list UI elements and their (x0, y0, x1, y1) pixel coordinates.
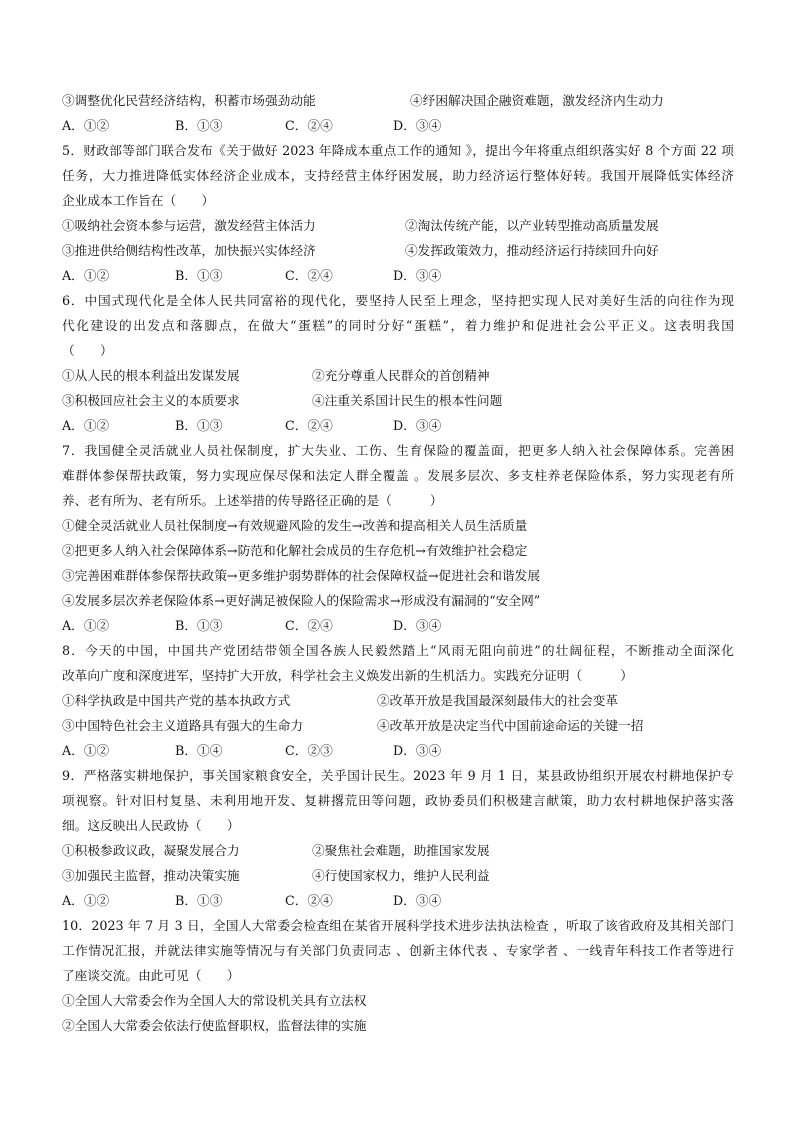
q10-stem-line-1: 10．2023 年 7 月 3 日，全国人大常委会检查组在某省开展科学技术进步法执法检查 ，听取了该省政府及其相关部门 (62, 918, 734, 933)
q4-choice-a: A．①② (62, 118, 110, 133)
q9-option-1: ①积极参政议政，凝聚发展合力 (62, 843, 240, 858)
q9-choice-a: A．①② (62, 893, 110, 908)
q5-stem-line-2: 任务，大力推进降低实体经济企业成本，支持经营主体纾困发展，助力经济运行整体好转。我国开展降低实体经济 (62, 168, 734, 183)
q9-choice-b: B．①③ (175, 893, 223, 908)
q6-option-2: ②充分尊重人民群众的首创精神 (312, 368, 490, 383)
q4-option-3: ③调整优化民营经济结构，积蓄市场强劲动能 (62, 93, 316, 108)
q9-options-row-2 (62, 863, 734, 888)
q10-stem-line-3: 了座谈交流。由此可见（ ） (62, 968, 240, 983)
q5-options-row-1 (62, 213, 734, 238)
q7-choice-a: A．①② (62, 618, 110, 633)
q5-option-2: ②淘汰传统产能，以产业转型推动高质量发展 (405, 218, 659, 233)
q6-options-row-1 (62, 363, 734, 388)
q6-choice-c: C．②④ (285, 418, 333, 433)
q8-stem-line-2: 改革向广度和深度进军，坚持扩大开放，科学社会主义焕发出新的生机活力。实践充分证明（ ） (62, 668, 633, 683)
q8-choice-a: A．①② (62, 743, 110, 758)
q4-options-row-2 (62, 88, 734, 113)
q7-option-1: ①健全灵活就业人员社保制度→有效规避风险的发生→改善和提高相关人员生活质量 (62, 518, 528, 533)
q9-choice-d: D．③④ (393, 893, 442, 908)
q7-option-3: ③完善困难群体参保帮扶政策→更多维护弱势群体的社会保障权益→促进社会和谐发展 (62, 568, 541, 583)
exam-page (62, 88, 734, 1038)
q6-choice-a: A．①② (62, 418, 110, 433)
q5-option-3: ③推进供给侧结构性改革，加快振兴实体经济 (62, 243, 316, 258)
q5-options-row-2 (62, 238, 734, 263)
q8-options-row-1 (62, 688, 734, 713)
q9-options-row-1 (62, 838, 734, 863)
q6-stem-line-3: （ ） (62, 343, 113, 358)
q5-choice-c: C．②④ (285, 268, 333, 283)
q8-options-row-2 (62, 713, 734, 738)
q7-stem-line-2: 难群体参保帮扶政策，努力实现应保尽保和法定人群全覆盖 。发展多层次、多支柱养老保险体系，努力实现老有所 (62, 468, 734, 483)
q7-answer-choices (62, 613, 734, 638)
q5-stem-line-3: 企业成本工作旨在（ ） (62, 193, 215, 208)
q10-option-1: ①全国人大常委会作为全国人大的常设机关具有立法权 (62, 993, 367, 1008)
q9-answer-choices (62, 888, 734, 913)
q7-stem-line-3: 养、老有所为、老有所乐。上述举措的传导路径正确的是（ ） (62, 493, 443, 508)
q5-choice-a: A．①② (62, 268, 110, 283)
q8-option-3: ③中国特色社会主义道路具有强大的生命力 (62, 718, 304, 733)
q7-stem-line-1: 7．我国健全灵活就业人员社保制度，扩大失业、工伤、生育保险的覆盖面，把更多人纳入社会保障体系。完善困 (62, 443, 734, 458)
q9-stem-line-1: 9．严格落实耕地保护，事关国家粮食安全，关乎国计民生。2023 年 9 月 1 日，某县政协组织开展农村耕地保护专 (62, 768, 734, 783)
q4-option-4: ④纾困解决国企融资难题，激发经济内生动力 (410, 93, 664, 108)
q8-choice-d: D．③④ (393, 743, 442, 758)
q9-option-2: ②聚焦社会难题，助推国家发展 (312, 843, 490, 858)
q8-choice-b: B．①④ (175, 743, 223, 758)
q5-option-1: ①吸纳社会资本参与运营，激发经营主体活力 (62, 218, 316, 233)
q5-answer-choices (62, 263, 734, 288)
q6-stem-line-2: 代化建设的出发点和落脚点，在做大“蛋糕”的同时分好“蛋糕”，着力维护和促进社会公平正义。这表明我国 (62, 318, 734, 333)
q8-choice-c: C．②③ (285, 743, 333, 758)
q8-option-1: ①科学执政是中国共产党的基本执政方式 (62, 693, 291, 708)
q6-choice-b: B．①③ (175, 418, 223, 433)
q5-choice-b: B．①③ (175, 268, 223, 283)
q10-option-2: ②全国人大常委会依法行使监督职权，监督法律的实施 (62, 1018, 367, 1033)
q7-option-2: ②把更多人纳入社会保障体系→防范和化解社会成员的生存危机→有效维护社会稳定 (62, 543, 528, 558)
q4-answer-choices (62, 113, 734, 138)
q5-choice-d: D．③④ (393, 268, 442, 283)
q5-option-4: ④发挥政策效力，推动经济运行持续回升向好 (405, 243, 659, 258)
q5-stem-line-1: 5．财政部等部门联合发布《关于做好 2023 年降成本重点工作的通知 》，提出今年将重点组织落实好 8 个方面 22 项 (62, 143, 734, 158)
q6-option-1: ①从人民的根本利益出发谋发展 (62, 368, 240, 383)
q6-options-row-2 (62, 388, 734, 413)
q9-option-4: ④行使国家权力，维护人民利益 (312, 868, 490, 883)
q8-option-4: ④改革开放是决定当代中国前途命运的关键一招 (377, 718, 644, 733)
q6-option-3: ③积极回应社会主义的本质要求 (62, 393, 240, 408)
q7-option-4: ④发展多层次养老保险体系→更好满足被保险人的保险需求→形成没有漏洞的“安全网” (62, 593, 541, 608)
q8-answer-choices (62, 738, 734, 763)
q10-stem-line-2: 工作情况汇报，并就法律实施等情况与有关部门负责同志 、创新主体代表 、专家学者 、一线青年科技工作者等进行 (62, 943, 734, 958)
q7-choice-d: D．③④ (393, 618, 442, 633)
q4-choice-d: D．③④ (393, 118, 442, 133)
q9-choice-c: C．②④ (285, 893, 333, 908)
q4-choice-b: B．①③ (175, 118, 223, 133)
q7-choice-c: C．②④ (285, 618, 333, 633)
q4-choice-c: C．②④ (285, 118, 333, 133)
q7-choice-b: B．①③ (175, 618, 223, 633)
q8-option-2: ②改革开放是我国最深刻最伟大的社会变革 (377, 693, 619, 708)
q6-option-4: ④注重关系国计民生的根本性问题 (312, 393, 503, 408)
q6-choice-d: D．③④ (393, 418, 442, 433)
q9-option-3: ③加强民主监督，推动决策实施 (62, 868, 240, 883)
q6-stem-line-1: 6．中国式现代化是全体人民共同富裕的现代化，要坚持人民至上理念，坚持把实现人民对美好生活的向往作为现 (62, 293, 734, 308)
q9-stem-line-2: 项视察。针对旧村复垦、未利用地开发、复耕撂荒田等问题，政协委员们积极建言献策，助力农村耕地保护落实落 (62, 793, 734, 808)
q9-stem-line-3: 细。这反映出人民政协（ ） (62, 818, 240, 833)
q8-stem-line-1: 8．今天的中国，中国共产党团结带领全国各族人民毅然踏上“风雨无阻向前进”的壮阔征程，不断推动全面深化 (62, 643, 734, 658)
q6-answer-choices (62, 413, 734, 438)
